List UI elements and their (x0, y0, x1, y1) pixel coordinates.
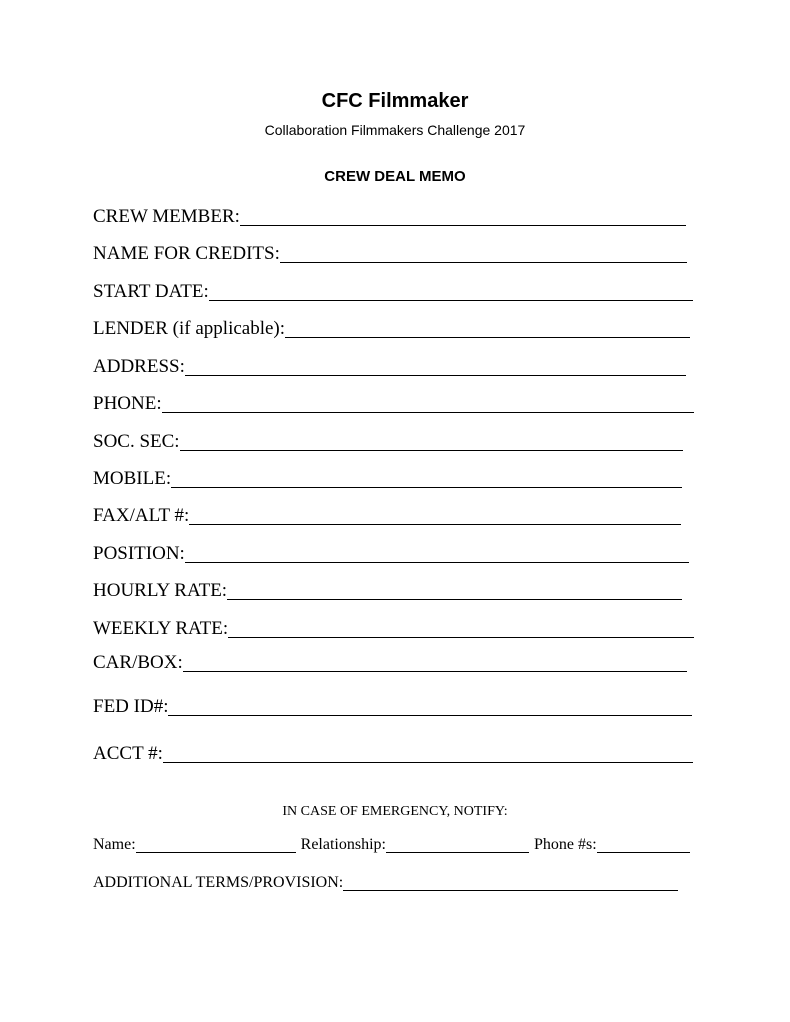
address-label: ADDRESS: (93, 356, 185, 377)
crew-member-field[interactable] (240, 207, 686, 226)
fax-alt-row (93, 505, 681, 527)
document-subtitle: Collaboration Filmmakers Challenge 2017 (264, 122, 526, 138)
address-row (93, 356, 686, 378)
fed-id-label: FED ID#: (93, 696, 169, 717)
document-title: CFC Filmmaker (321, 90, 469, 112)
acct-row (93, 743, 693, 765)
start-date-row (93, 281, 693, 303)
emergency-relationship-field[interactable] (386, 836, 529, 853)
car-box-row (93, 652, 687, 674)
emergency-contact-row (93, 835, 690, 855)
fed-id-field[interactable] (168, 697, 692, 716)
name-for-credits-label: NAME FOR CREDITS: (93, 243, 280, 264)
additional-terms-label: ADDITIONAL TERMS/PROVISION: (93, 874, 344, 891)
weekly-rate-row (93, 618, 694, 640)
form-heading: CREW DEAL MEMO (324, 168, 466, 185)
start-date-label: START DATE: (93, 281, 209, 302)
start-date-field[interactable] (209, 282, 693, 301)
mobile-label: MOBILE: (93, 468, 172, 489)
car-box-label: CAR/BOX: (93, 652, 183, 673)
fax-alt-field[interactable] (189, 506, 681, 525)
acct-label: ACCT #: (93, 743, 163, 764)
lender-label: LENDER (if applicable): (93, 318, 286, 339)
phone-row (93, 393, 694, 415)
weekly-rate-field[interactable] (228, 619, 694, 638)
hourly-rate-field[interactable] (227, 581, 682, 600)
acct-field[interactable] (163, 744, 693, 763)
weekly-rate-label: WEEKLY RATE: (93, 618, 229, 639)
crew-member-row (93, 206, 686, 228)
name-for-credits-row (93, 243, 687, 265)
mobile-row (93, 468, 682, 490)
emergency-relationship-label: Relationship: (300, 836, 386, 853)
emergency-phone-field[interactable] (597, 836, 690, 853)
lender-row (93, 318, 690, 340)
position-label: POSITION: (93, 543, 185, 564)
soc-sec-row (93, 431, 683, 453)
position-field[interactable] (185, 544, 689, 563)
name-for-credits-field[interactable] (280, 244, 687, 263)
position-row (93, 543, 689, 565)
additional-terms-field[interactable] (343, 874, 678, 891)
car-box-field[interactable] (183, 653, 687, 672)
emergency-name-field[interactable] (136, 836, 296, 853)
fed-id-row (93, 696, 692, 718)
emergency-heading: IN CASE OF EMERGENCY, NOTIFY: (282, 804, 508, 819)
mobile-field[interactable] (171, 469, 682, 488)
emergency-phone-label: Phone #s: (533, 836, 597, 853)
emergency-name-label: Name: (93, 836, 136, 853)
additional-terms-row (93, 873, 678, 893)
hourly-rate-label: HOURLY RATE: (93, 580, 228, 601)
lender-field[interactable] (285, 319, 690, 338)
crew-member-label: CREW MEMBER: (93, 206, 240, 227)
phone-label: PHONE: (93, 393, 162, 414)
hourly-rate-row (93, 580, 682, 602)
soc-sec-label: SOC. SEC: (93, 431, 180, 452)
soc-sec-field[interactable] (180, 432, 683, 451)
address-field[interactable] (185, 357, 686, 376)
fax-alt-label: FAX/ALT #: (93, 505, 190, 526)
phone-field[interactable] (162, 394, 694, 413)
